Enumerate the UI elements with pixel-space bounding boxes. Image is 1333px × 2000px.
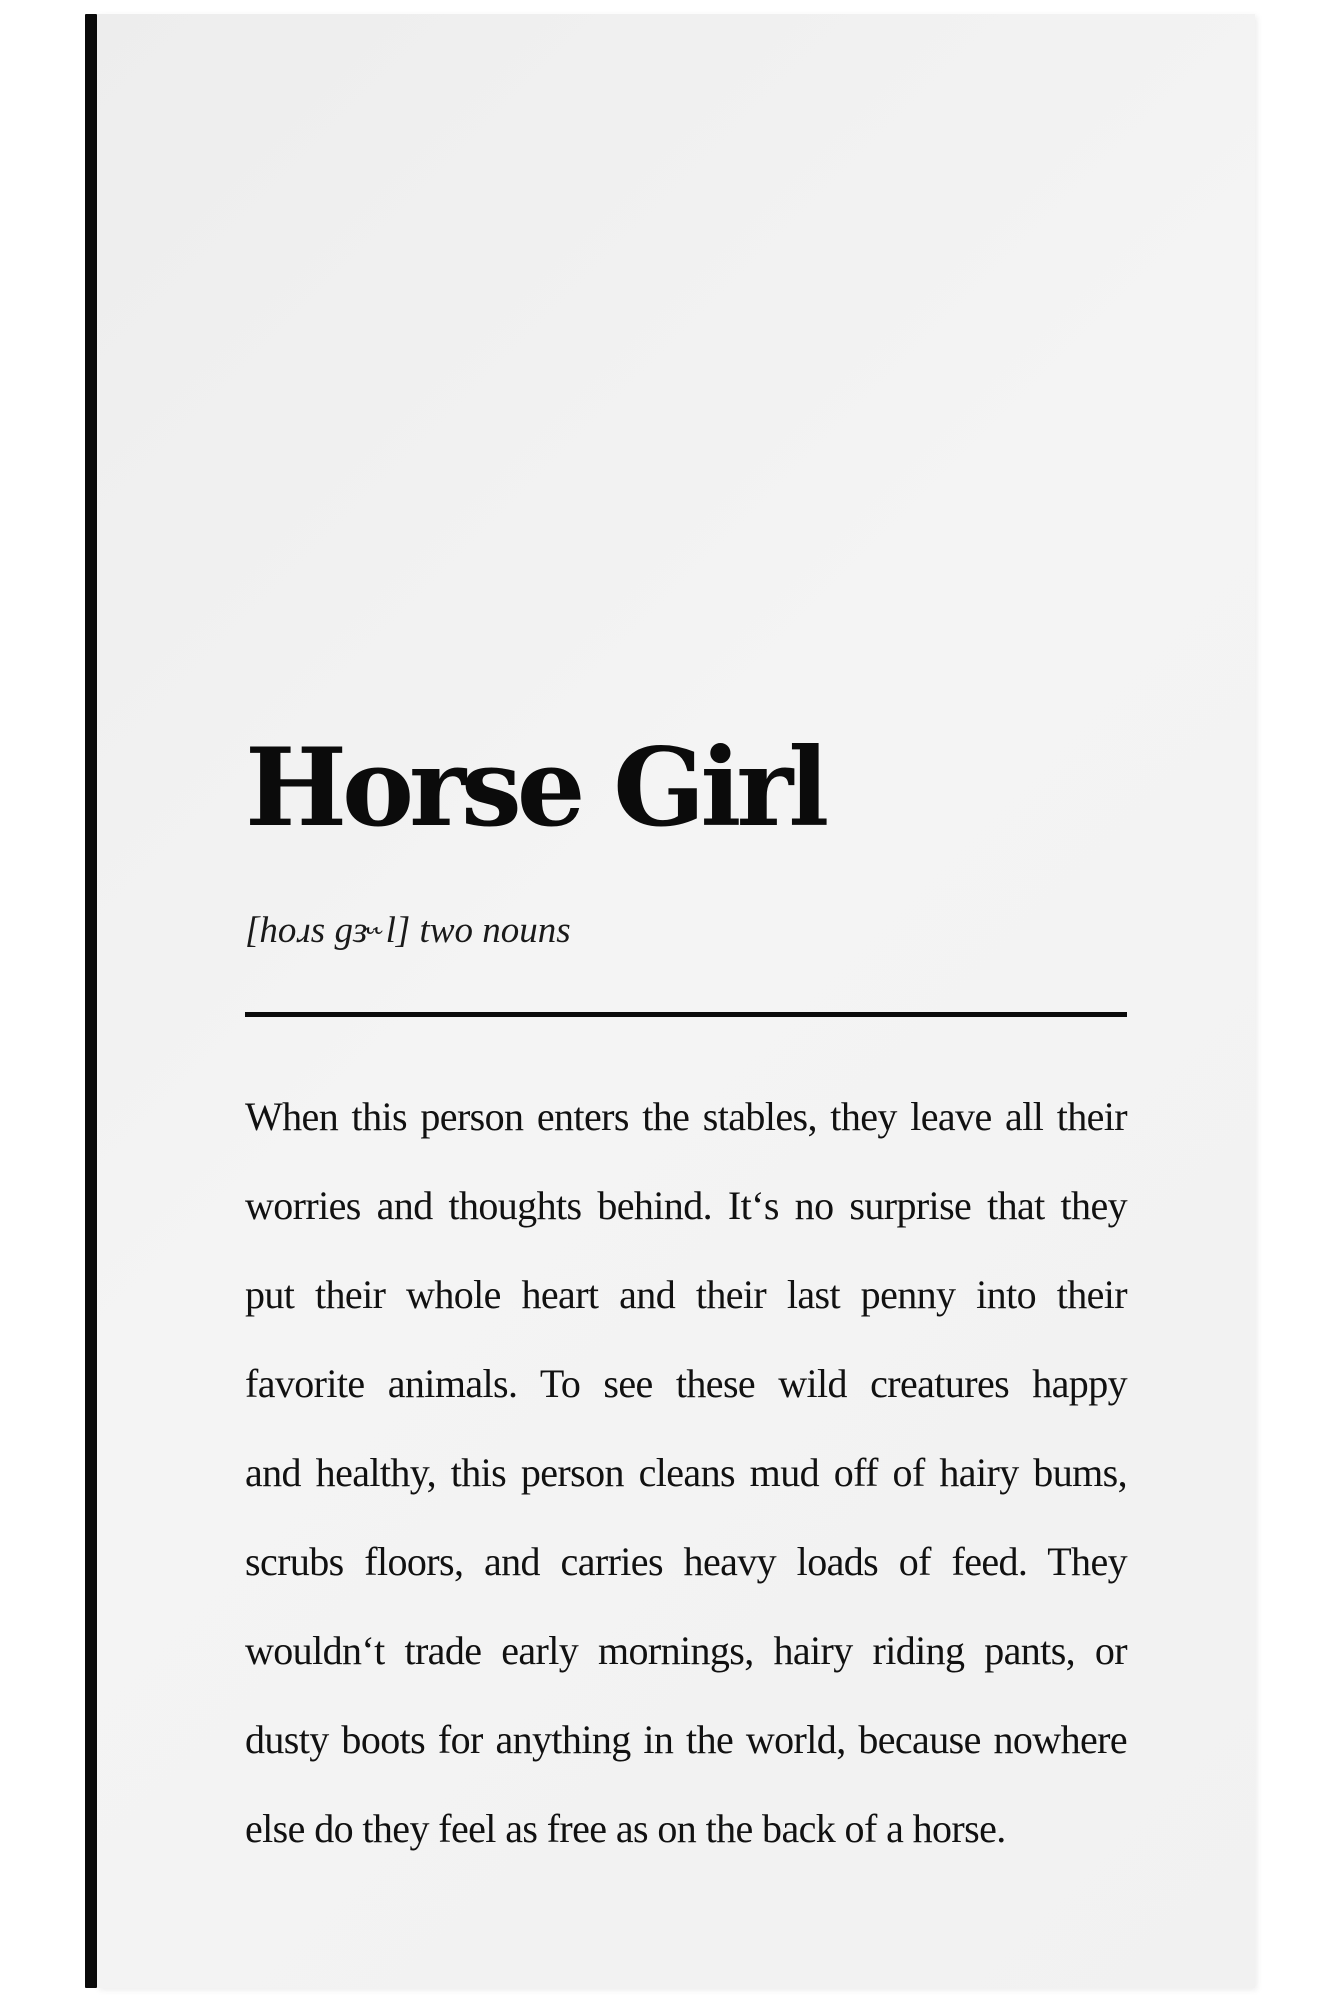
definition-line: favorite animals. To see these wild creatures happy: [245, 1361, 1127, 1406]
definition-line: When this person enters the stables, they leave all their: [245, 1094, 1127, 1139]
definition-line: dusty boots for anything in the world, because nowhere: [245, 1717, 1127, 1762]
poster-panel: [97, 14, 1255, 1988]
definition-line: and healthy, this person cleans mud off of hairy bums,: [245, 1450, 1127, 1495]
divider-rule: [245, 1012, 1127, 1017]
definition-line: worries and thoughts behind. It‘s no surprise that they: [245, 1183, 1127, 1228]
phonetic-transcription: [hoɹs gɝ˞l] two nouns: [245, 910, 571, 951]
definition-line: else do they feel as free as on the back of a horse.: [245, 1806, 1006, 1851]
definition-line: put their whole heart and their last penny into their: [245, 1272, 1127, 1317]
definition-text: [245, 1072, 1127, 1873]
definition-line: scrubs floors, and carries heavy loads of feed. They: [245, 1539, 1127, 1584]
panel-edge: [85, 14, 97, 1988]
definition-line: wouldn‘t trade early mornings, hairy riding pants, or: [245, 1628, 1127, 1673]
poster-title: Horse Girl: [245, 725, 825, 851]
